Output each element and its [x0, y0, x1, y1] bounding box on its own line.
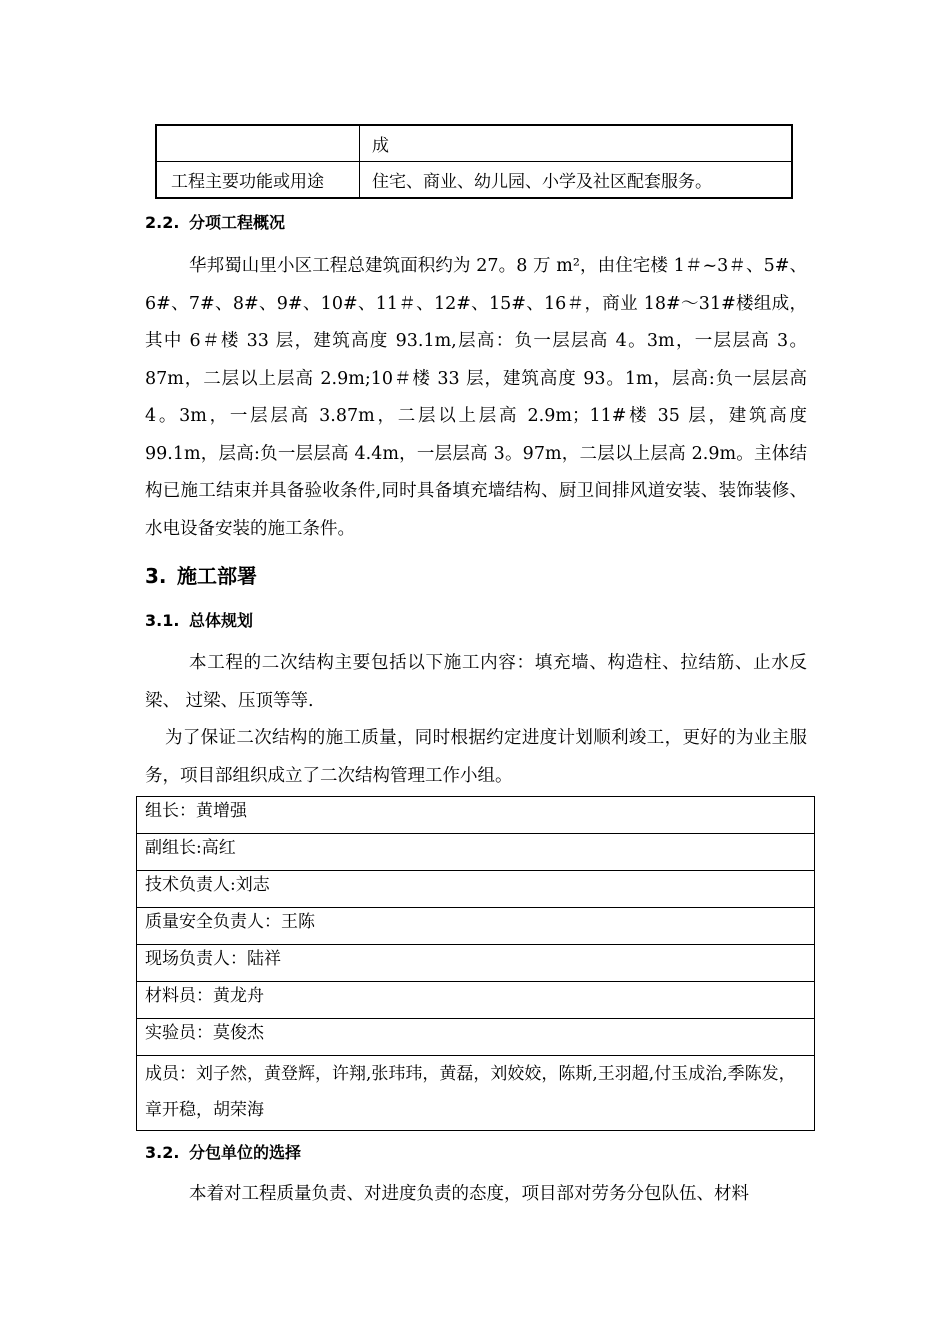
- heading-number: 3.1.: [145, 611, 180, 630]
- paragraph-construction-content: 本工程的二次结构主要包括以下施工内容：填充墙、构造柱、拉结筋、止水反梁、 过梁、压顶等等.: [145, 653, 807, 711]
- table-row: [137, 908, 815, 945]
- heading-number: 2.2.: [145, 213, 180, 232]
- paragraph-project-overview: 华邦蜀山里小区工程总建筑面积约为 27。8 万 m²，由住宅楼 1＃~3＃、5#、6#、7#、8#、9#、10#、11＃、12#、15#、16＃，商业 18#～31#楼组成，其中 6＃楼 33 层，建筑高度 93.1m,层高：负一层层高 4。3m，一层层高 3。87m，二层以上层高 2.9m;10＃楼 33 层，建筑高度 93。1m，层高:负一层层高 4。3m，一层层高 3.87m，二层以上层高 2.9m；11#楼 35 层，建筑高度 99.1m，层高:负一层层高 4.4m，一层层高 3。97m，二层以上层高 2.9m。主体结构已施工结束并具备验收条件,同时具备填充墙结构、厨卫间排风道安装、装饰装修、水电设备安装的施工条件。: [145, 256, 807, 539]
- table-row: [137, 945, 815, 982]
- lab-officer: 实验员：莫俊杰: [137, 1019, 815, 1056]
- heading-3-1: [145, 608, 253, 631]
- table-row: [137, 982, 815, 1019]
- site-lead: 现场负责人：陆祥: [137, 945, 815, 982]
- heading-title: 施工部署: [177, 564, 257, 588]
- material-officer: 材料员：黄龙舟: [137, 982, 815, 1019]
- paragraph-subcontractor: 本着对工程质量负责、对进度负责的态度，项目部对劳务分包队伍、材料: [189, 1184, 749, 1204]
- heading-3: [145, 560, 257, 589]
- table-cell-label: [156, 125, 360, 162]
- table-row: [156, 162, 792, 199]
- table-row: [137, 797, 815, 834]
- table-cell-value: 成: [360, 125, 793, 162]
- project-info-table: [155, 124, 793, 199]
- team-leader: 组长：黄增强: [137, 797, 815, 834]
- table-cell-value: 住宅、商业、幼儿园、小学及社区配套服务。: [360, 162, 793, 199]
- heading-number: 3.: [145, 564, 167, 588]
- heading-2-2: [145, 210, 285, 233]
- table-row: [137, 1056, 815, 1131]
- table-row: [137, 834, 815, 871]
- table-cell-label: 工程主要功能或用途: [156, 162, 360, 199]
- table-row: [137, 1019, 815, 1056]
- deputy-leader: 副组长:高红: [137, 834, 815, 871]
- quality-safety-lead: 质量安全负责人：王陈: [137, 908, 815, 945]
- heading-number: 3.2.: [145, 1143, 180, 1162]
- technical-lead: 技术负责人:刘志: [137, 871, 815, 908]
- team-members: 成员：刘子然，黄登辉，许翔,张玮玮，黄磊，刘姣姣，陈斯,王羽超,付玉成治,季陈发，章开稳，胡荣海: [137, 1056, 815, 1131]
- table-row: [137, 871, 815, 908]
- paragraph-management-group: 为了保证二次结构的施工质量，同时根据约定进度计划顺利竣工，更好的为业主服务，项目部组织成立了二次结构管理工作小组。: [145, 728, 807, 786]
- management-team-table: [136, 796, 815, 1131]
- heading-title: 分项工程概况: [189, 213, 286, 232]
- heading-3-2: [145, 1140, 301, 1163]
- heading-title: 分包单位的选择: [189, 1143, 302, 1162]
- heading-title: 总体规划: [189, 611, 254, 630]
- table-row: [156, 125, 792, 162]
